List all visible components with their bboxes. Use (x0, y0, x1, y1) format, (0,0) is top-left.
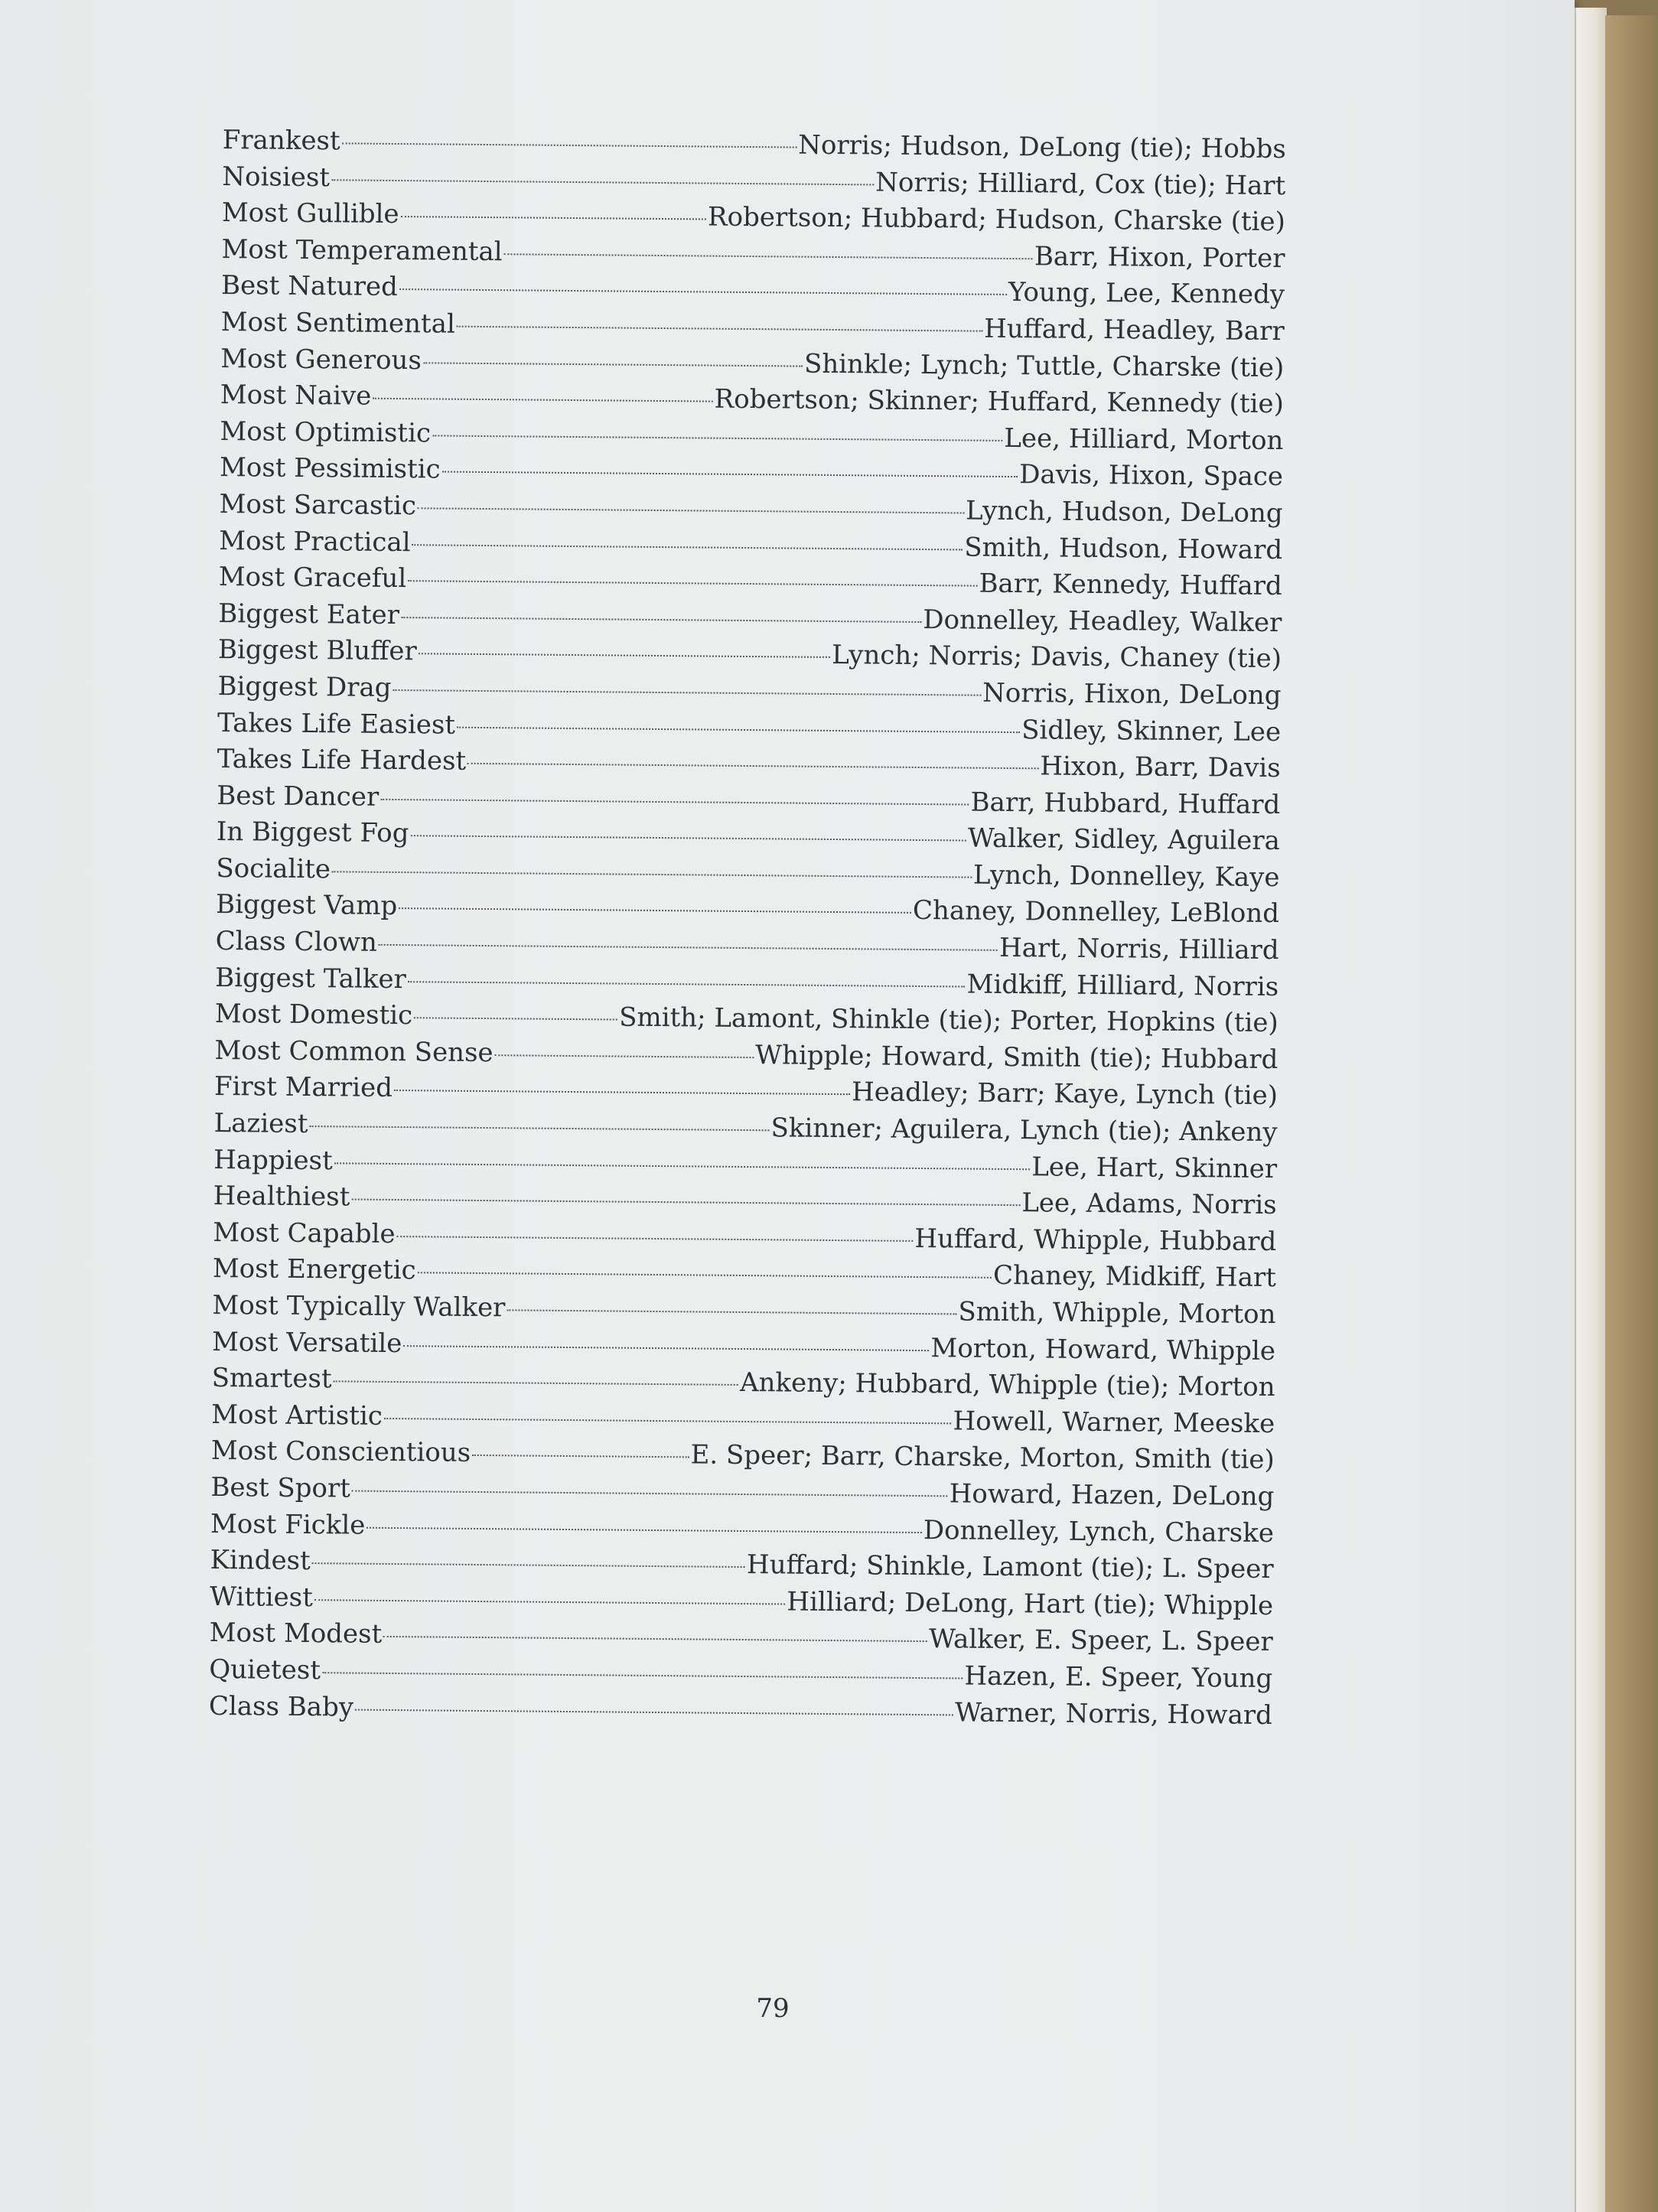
dot-leader (432, 435, 1002, 441)
dot-leader (414, 1017, 617, 1020)
superlative-names: E. Speer; Barr, Charske, Morton, Smith (tie) (690, 1439, 1275, 1476)
superlative-names: Huffard, Headley, Barr (984, 313, 1285, 347)
dot-leader (408, 981, 966, 987)
dot-leader (419, 653, 831, 659)
superlative-title: Best Natured (220, 270, 399, 303)
superlative-names: Lynch, Donnelley, Kaye (972, 859, 1280, 893)
dot-leader (410, 835, 966, 841)
superlative-names: Davis, Hixon, Space (1018, 459, 1284, 493)
superlative-names: Warner, Norris, Howard (954, 1696, 1273, 1731)
superlative-names: Howell, Warner, Meeske (953, 1406, 1275, 1439)
superlative-names: Donnelley, Headley, Walker (923, 604, 1282, 638)
superlative-names: Walker, Sidley, Aguilera (967, 823, 1281, 857)
superlative-title: Socialite (216, 852, 331, 885)
dot-leader (397, 1236, 914, 1242)
dot-leader (408, 580, 977, 586)
dot-leader (334, 1381, 738, 1386)
superlative-names: Morton, Howard, Whipple (930, 1332, 1276, 1367)
dot-leader (332, 871, 972, 878)
dot-leader (442, 471, 1018, 478)
superlative-title: Biggest Talker (215, 962, 407, 995)
superlative-names: Norris; Hilliard, Cox (tie); Hart (875, 167, 1286, 201)
superlative-title: Most Capable (213, 1217, 396, 1249)
superlative-names: Barr, Hixon, Porter (1034, 241, 1285, 274)
dot-leader (504, 253, 1033, 259)
superlative-title: Most Conscientious (210, 1435, 471, 1469)
superlative-title: Most Typically Walker (212, 1289, 506, 1324)
dot-leader (373, 398, 712, 402)
dot-leader (351, 1199, 1020, 1207)
superlative-names: Huffard, Whipple, Hubbard (914, 1223, 1277, 1257)
book-cover-edge (1605, 15, 1658, 2212)
dot-leader (457, 726, 1020, 732)
dot-leader (418, 1272, 992, 1279)
superlative-names: Lee, Adams, Norris (1021, 1187, 1277, 1221)
superlative-title: Most Sentimental (220, 306, 456, 340)
superlative-title: Takes Life Hardest (217, 744, 467, 777)
superlative-title: Most Artistic (211, 1399, 383, 1432)
dot-leader (401, 617, 921, 623)
dot-leader (403, 1345, 929, 1351)
superlative-names: Donnelley, Lynch, Charske (923, 1514, 1275, 1549)
dot-leader (457, 326, 982, 332)
superlative-title: Best Dancer (217, 780, 379, 813)
superlative-title: Most Common Sense (214, 1034, 493, 1068)
superlative-title: Smartest (211, 1363, 332, 1395)
superlative-title: Quietest (209, 1653, 321, 1686)
superlative-title: In Biggest Fog (216, 816, 409, 849)
superlative-names: Robertson; Skinner; Huffard, Kennedy (tie) (714, 383, 1285, 420)
superlative-title: Most Sarcastic (219, 488, 417, 522)
superlative-title: Most Domestic (214, 998, 413, 1031)
dot-leader (322, 1672, 963, 1679)
superlative-title: Frankest (222, 124, 340, 157)
superlative-names: Ankeny; Hubbard, Whipple (tie); Morton (739, 1367, 1275, 1403)
dot-leader (383, 1636, 927, 1642)
superlative-title: Best Sport (210, 1471, 351, 1504)
dot-leader (495, 1054, 754, 1058)
superlative-names: Smith; Lamont, Shinkle (tie); Porter, Hopkins (tie) (619, 1002, 1279, 1039)
superlative-names: Hart, Norris, Hilliard (998, 932, 1279, 966)
superlative-names: Huffard; Shinkle, Lamont (tie); L. Speer (746, 1549, 1274, 1585)
dot-leader (342, 142, 797, 148)
superlative-names: Skinner; Aguilera, Lynch (tie); Ankeny (770, 1113, 1278, 1148)
superlative-title: Most Fickle (210, 1508, 366, 1541)
superlative-title: Most Versatile (211, 1326, 402, 1359)
dot-leader (314, 1599, 786, 1604)
dot-leader (418, 507, 964, 513)
superlative-title: Laziest (213, 1107, 308, 1140)
dot-leader (423, 362, 803, 366)
superlative-names: Midkiff, Hilliard, Norris (966, 969, 1279, 1002)
superlative-title: Kindest (210, 1545, 311, 1577)
superlative-title: Biggest Vamp (215, 889, 398, 922)
page-stack-edge (1575, 8, 1607, 2212)
superlative-names: Shinkle; Lynch; Tuttle, Charske (tie) (803, 348, 1285, 383)
superlative-title: Noisiest (222, 161, 331, 193)
superlative-names: Walker, E. Speer, L. Speer (928, 1624, 1273, 1658)
dot-leader (380, 799, 969, 806)
superlative-names: Chaney, Midkiff, Hart (992, 1260, 1277, 1294)
dot-leader (394, 1090, 850, 1095)
dot-leader (334, 1162, 1031, 1170)
superlative-names: Whipple; Howard, Smith (tie); Hubbard (754, 1039, 1279, 1075)
superlative-title: Biggest Bluffer (217, 634, 417, 667)
dot-leader (309, 1126, 769, 1131)
superlative-title: Most Optimistic (220, 415, 432, 449)
superlative-title: Healthiest (213, 1181, 350, 1213)
dot-leader (401, 216, 706, 220)
superlative-names: Chaney, Donnelley, LeBlond (912, 895, 1280, 930)
dot-leader (352, 1490, 948, 1497)
dot-leader (331, 179, 874, 185)
superlative-title: Most Modest (209, 1617, 383, 1650)
superlative-names: Hazen, E. Speer, Young (964, 1660, 1273, 1694)
superlative-names: Lee, Hart, Skinner (1031, 1151, 1278, 1184)
dot-leader (399, 908, 911, 914)
superlative-title: Happiest (213, 1144, 333, 1176)
dot-leader (379, 944, 998, 951)
superlative-title: Takes Life Easiest (217, 707, 456, 741)
superlative-names: Norris, Hixon, DeLong (982, 677, 1282, 712)
superlative-title: Most Pessimistic (219, 452, 441, 485)
superlative-title: Most Gullible (221, 197, 399, 230)
superlatives-list (209, 122, 1286, 1734)
superlative-title: Most Generous (220, 343, 422, 376)
dot-leader (472, 1455, 689, 1458)
superlative-title: Most Temperamental (221, 233, 503, 267)
dot-leader (312, 1562, 745, 1568)
superlative-title: Wittiest (210, 1581, 314, 1613)
page-number: 79 (756, 1993, 790, 2024)
dot-leader (412, 544, 963, 550)
superlative-names: Robertson; Hubbard; Hudson, Charske (tie) (707, 201, 1286, 238)
superlative-title: Most Graceful (218, 562, 407, 595)
dot-leader (399, 288, 1007, 295)
superlative-title: Most Naive (220, 380, 372, 412)
superlative-names: Barr, Kennedy, Huffard (979, 568, 1282, 602)
superlative-names: Lynch, Hudson, DeLong (965, 495, 1283, 529)
dot-leader (384, 1418, 952, 1424)
superlative-names: Lee, Hilliard, Morton (1004, 422, 1284, 456)
superlative-title: Class Clown (215, 926, 378, 958)
dot-leader (366, 1526, 922, 1533)
superlative-names: Barr, Hubbard, Huffard (970, 787, 1281, 820)
superlative-title: Class Baby (208, 1690, 354, 1723)
dot-leader (355, 1709, 953, 1715)
superlative-title: First Married (213, 1071, 393, 1104)
superlative-title: Most Energetic (212, 1253, 416, 1286)
superlative-title: Most Practical (219, 525, 411, 558)
superlative-names: Hilliard; DeLong, Hart (tie); Whipple (787, 1586, 1274, 1621)
superlative-names: Smith, Whipple, Morton (958, 1296, 1276, 1331)
superlative-names: Howard, Hazen, DeLong (949, 1478, 1275, 1513)
superlative-names: Lynch; Norris; Davis, Chaney (tie) (832, 640, 1282, 675)
dot-leader (467, 763, 1038, 770)
superlative-names: Sidley, Skinner, Lee (1021, 714, 1282, 748)
dot-leader (393, 689, 982, 696)
superlative-names: Norris; Hudson, DeLong (tie); Hobbs (798, 129, 1286, 165)
superlative-title: Biggest Eater (218, 598, 400, 630)
superlative-names: Young, Lee, Kennedy (1008, 277, 1285, 311)
dot-leader (507, 1309, 956, 1314)
superlative-names: Hixon, Barr, Davis (1040, 751, 1281, 784)
superlative-names: Headley; Barr; Kaye, Lynch (tie) (851, 1077, 1279, 1112)
superlative-names: Smith, Hudson, Howard (964, 532, 1283, 565)
superlative-title: Biggest Drag (217, 670, 392, 703)
